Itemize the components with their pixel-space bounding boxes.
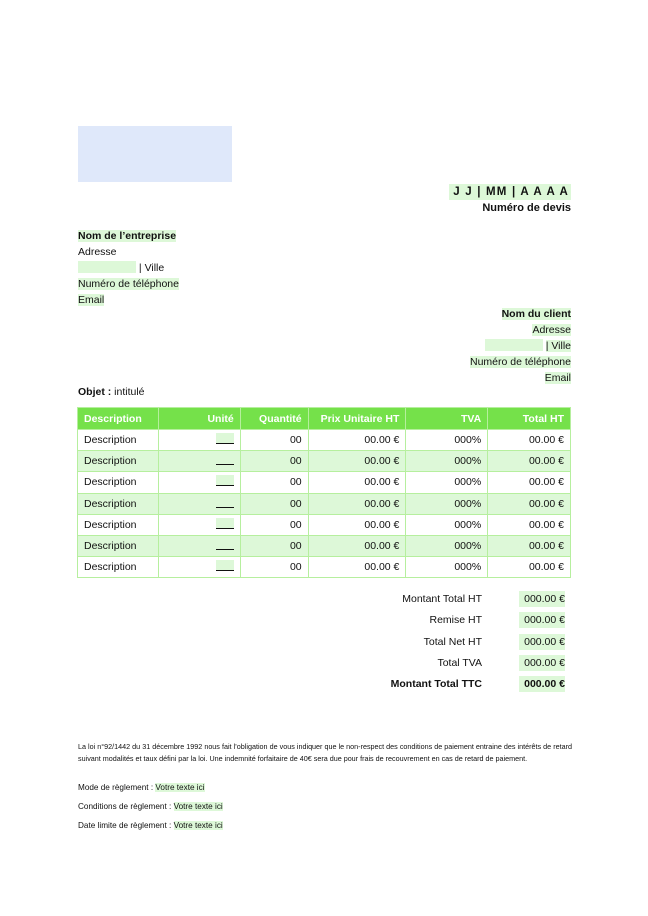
payment-terms-label: Conditions de règlement : <box>78 802 172 811</box>
cell-description[interactable]: Description <box>78 430 159 451</box>
cell-total[interactable]: 00.00 € <box>488 514 571 535</box>
cell-description[interactable]: Description <box>78 451 159 472</box>
object-label: Objet : <box>78 386 112 398</box>
total-net-ht-label: Total Net HT <box>423 636 482 648</box>
cell-unit-price[interactable]: 00.00 € <box>308 430 406 451</box>
cell-total[interactable]: 00.00 € <box>488 535 571 556</box>
cell-description[interactable]: Description <box>78 493 159 514</box>
column-header-quantity: Quantité <box>240 408 308 430</box>
payment-terms-line <box>78 801 223 813</box>
company-postcode-field[interactable] <box>78 261 136 273</box>
cell-unit[interactable] <box>158 557 240 578</box>
quote-items-table <box>77 407 571 578</box>
cell-quantity[interactable]: 00 <box>240 535 308 556</box>
quote-date[interactable]: J J | MM | A A A A <box>449 184 571 200</box>
cell-quantity[interactable]: 00 <box>240 472 308 493</box>
table-row <box>78 472 571 493</box>
cell-total[interactable]: 00.00 € <box>488 472 571 493</box>
cell-description[interactable]: Description <box>78 514 159 535</box>
company-address[interactable]: Adresse <box>78 246 117 258</box>
client-phone[interactable]: Numéro de téléphone <box>470 356 571 368</box>
company-city[interactable]: | Ville <box>138 262 165 274</box>
unit-field[interactable] <box>216 497 234 508</box>
total-vat-label: Total TVA <box>437 657 482 669</box>
cell-unit-price[interactable]: 00.00 € <box>308 514 406 535</box>
client-postcode-field[interactable] <box>485 339 543 351</box>
cell-quantity[interactable]: 00 <box>240 557 308 578</box>
unit-field[interactable] <box>216 560 234 571</box>
payment-method-value[interactable]: Votre texte ici <box>155 783 205 792</box>
total-ttc-label: Montant Total TTC <box>390 678 482 690</box>
payment-method-line <box>78 782 205 794</box>
quote-number[interactable]: Numéro de devis <box>482 202 571 214</box>
payment-terms-value[interactable]: Votre texte ici <box>173 802 223 811</box>
total-ht-label: Montant Total HT <box>402 593 482 605</box>
total-ttc-value[interactable]: 000.00 € <box>519 676 565 692</box>
logo-placeholder <box>78 126 232 182</box>
payment-deadline-line <box>78 820 223 832</box>
object-line <box>78 384 145 400</box>
cell-quantity[interactable]: 00 <box>240 451 308 472</box>
client-address[interactable]: Adresse <box>532 324 571 336</box>
cell-vat[interactable]: 000% <box>406 451 488 472</box>
cell-description[interactable]: Description <box>78 557 159 578</box>
cell-vat[interactable]: 000% <box>406 430 488 451</box>
cell-quantity[interactable]: 00 <box>240 430 308 451</box>
cell-quantity[interactable]: 00 <box>240 493 308 514</box>
cell-unit-price[interactable]: 00.00 € <box>308 557 406 578</box>
client-email[interactable]: Email <box>544 372 571 384</box>
column-header-unit: Unité <box>158 408 240 430</box>
unit-field[interactable] <box>216 518 234 529</box>
cell-total[interactable]: 00.00 € <box>488 430 571 451</box>
client-block <box>470 306 571 386</box>
column-header-total: Total HT <box>488 408 571 430</box>
column-header-vat: TVA <box>406 408 488 430</box>
table-row <box>78 535 571 556</box>
cell-unit-price[interactable]: 00.00 € <box>308 493 406 514</box>
table-row <box>78 557 571 578</box>
client-name[interactable]: Nom du client <box>501 308 571 320</box>
cell-unit[interactable] <box>158 451 240 472</box>
cell-unit[interactable] <box>158 430 240 451</box>
table-header-row <box>78 408 571 430</box>
cell-unit-price[interactable]: 00.00 € <box>308 472 406 493</box>
payment-method-label: Mode de règlement : <box>78 783 154 792</box>
column-header-unit-price: Prix Unitaire HT <box>308 408 406 430</box>
company-email[interactable]: Email <box>78 294 105 306</box>
cell-description[interactable]: Description <box>78 472 159 493</box>
cell-quantity[interactable]: 00 <box>240 514 308 535</box>
cell-unit[interactable] <box>158 493 240 514</box>
cell-total[interactable]: 00.00 € <box>488 451 571 472</box>
total-net-ht-value[interactable]: 000.00 € <box>519 634 565 650</box>
table-row <box>78 493 571 514</box>
client-city[interactable]: | Ville <box>545 340 571 352</box>
cell-total[interactable]: 00.00 € <box>488 557 571 578</box>
cell-unit[interactable] <box>158 535 240 556</box>
cell-description[interactable]: Description <box>78 535 159 556</box>
company-phone[interactable]: Numéro de téléphone <box>78 278 179 290</box>
cell-unit-price[interactable]: 00.00 € <box>308 535 406 556</box>
unit-field[interactable] <box>216 433 234 444</box>
discount-ht-value[interactable]: 000.00 € <box>519 612 565 628</box>
total-ht-value[interactable]: 000.00 € <box>519 591 565 607</box>
cell-unit-price[interactable]: 00.00 € <box>308 451 406 472</box>
cell-unit[interactable] <box>158 514 240 535</box>
cell-vat[interactable]: 000% <box>406 535 488 556</box>
cell-total[interactable]: 00.00 € <box>488 493 571 514</box>
cell-unit[interactable] <box>158 472 240 493</box>
table-row <box>78 451 571 472</box>
legal-notice: La loi n°92/1442 du 31 décembre 1992 nous fait l’obligation de vous indiquer que le non-respect des conditions de paiement entraine des intérêts de retard suivant modalités et taux défini par la loi. Une indemnité forfaitaire de 40€ sera due pour frais de recouvrement en cas de retard de paiement. <box>78 742 572 763</box>
payment-deadline-value[interactable]: Votre texte ici <box>173 821 223 830</box>
object-value[interactable]: intitulé <box>114 386 145 398</box>
unit-field[interactable] <box>216 475 234 486</box>
unit-field[interactable] <box>216 454 234 465</box>
total-vat-value[interactable]: 000.00 € <box>519 655 565 671</box>
cell-vat[interactable]: 000% <box>406 472 488 493</box>
cell-vat[interactable]: 000% <box>406 514 488 535</box>
cell-vat[interactable]: 000% <box>406 493 488 514</box>
company-block <box>78 228 179 308</box>
unit-field[interactable] <box>216 539 234 550</box>
table-row <box>78 514 571 535</box>
company-name[interactable]: Nom de l’entreprise <box>78 230 177 242</box>
payment-deadline-label: Date limite de règlement : <box>78 821 172 830</box>
table-row <box>78 430 571 451</box>
cell-vat[interactable]: 000% <box>406 557 488 578</box>
column-header-description: Description <box>78 408 159 430</box>
discount-ht-label: Remise HT <box>429 614 482 626</box>
